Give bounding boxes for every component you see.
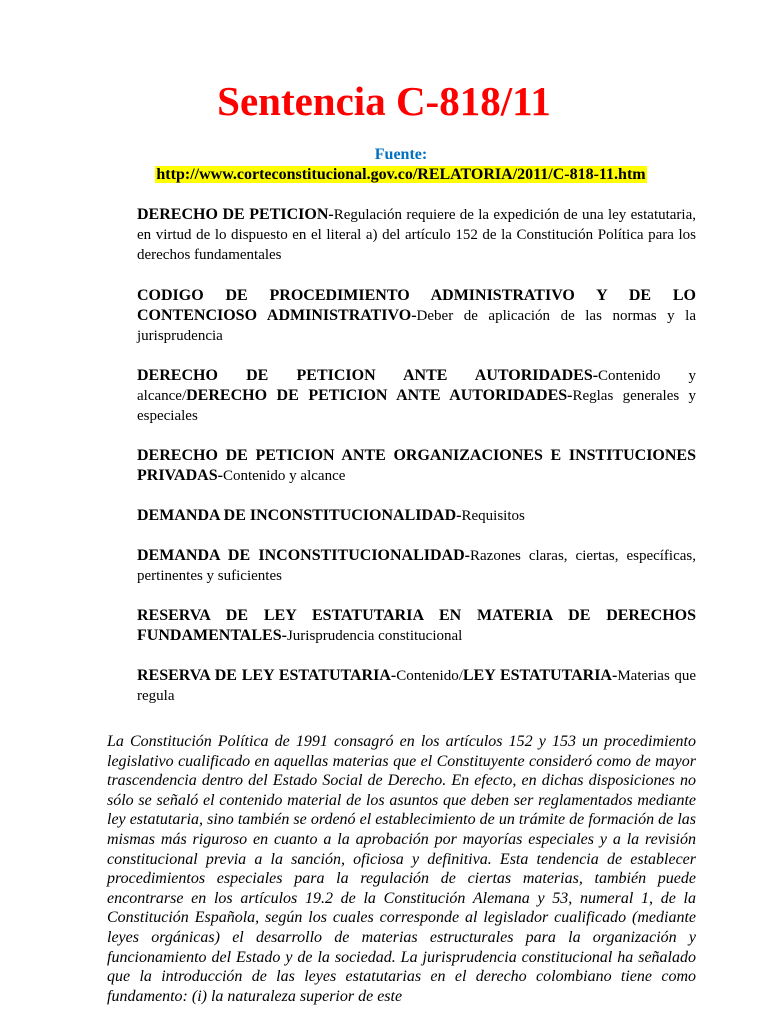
source-label: Fuente:: [374, 146, 428, 163]
descriptor-heading: DEMANDA DE INCONSTITUCIONALIDAD-: [137, 507, 462, 524]
descriptor-item: [137, 606, 696, 646]
descriptor-item: [137, 546, 696, 586]
descriptor-heading: DEMANDA DE INCONSTITUCIONALIDAD-: [137, 547, 470, 564]
descriptor-text: Contenido/: [396, 668, 463, 684]
descriptor-heading: RESERVA DE LEY ESTATUTARIA-: [137, 667, 397, 684]
descriptor-item: [137, 205, 696, 265]
descriptor-text: Contenido y alcance: [222, 468, 346, 484]
descriptor-text-secondary: Reglas generales y especiales: [137, 388, 696, 424]
descriptor-heading-secondary: DERECHO DE PETICION ANTE AUTORIDADES-: [186, 387, 573, 404]
descriptor-item: [137, 446, 696, 486]
descriptor-item: [137, 506, 696, 526]
descriptor-text: Contenido y alcance/: [137, 368, 697, 404]
descriptor-heading-secondary: LEY ESTATUTARIA-: [462, 667, 618, 684]
descriptor-text-secondary: Materias que regula: [137, 668, 697, 704]
descriptor-heading: DERECHO DE PETICION ANTE AUTORIDADES-: [137, 367, 599, 384]
document-title: Sentencia C-818/11: [217, 78, 551, 124]
descriptor-heading: DERECHO DE PETICION ANTE ORGANIZACIONES E INSTITUCIONES PRIVADAS-: [137, 447, 696, 484]
body-paragraph: La Constitución Política de 1991 consagró en los artículos 152 y 153 un procedimiento legislativo cualificado en aquellas materias que el Constituyente consideró como de mayor trascendencia dentro del Estado Social de Derecho. En efecto, en dichas disposiciones no sólo se señaló el contenido material de los asuntos que deben ser reglamentados mediante ley estatutaria, sino también se ordenó el establecimiento de un trámite de formación de las mismas más riguroso en cuanto a la aprobación por mayorías especiales y a la revisión constitucional previa a la sanción, oficiosa y definitiva. Esta tendencia de establecer procedimientos especiales para la regulación de ciertas materias, también puede encontrarse en los artículos 19.2 de la Constitución Alemana y 53, numeral 1, de la Constitución Española, según los cuales corresponde al legislador cualificado (mediante leyes orgánicas) el desarrollo de materias estructurales para la organización y funcionamiento del Estado y de la sociedad. La jurisprudencia constitucional ha señalado que la introducción de las leyes estatutarias en el derecho colombiano tiene como fundamento: (i) la naturaleza superior de este: [107, 733, 696, 1005]
descriptor-item: [137, 366, 696, 426]
descriptor-text: Deber de aplicación de las normas y la jurisprudencia: [137, 308, 696, 344]
descriptor-text: Requisitos: [461, 508, 525, 524]
descriptor-heading: DERECHO DE PETICION-: [137, 206, 334, 223]
source-url-link[interactable]: http://www.corteconstitucional.gov.co/RELATORIA/2011/C-818-11.htm: [156, 166, 646, 183]
descriptor-text: Regulación requiere de la expedición de una ley estatutaria, en virtud de lo dispuesto en el literal a) del artículo 152 de la Constitución Política para los derechos fundamentales: [137, 207, 697, 263]
descriptor-item: [137, 666, 696, 706]
descriptor-text: Jurisprudencia constitucional: [286, 628, 463, 644]
descriptor-heading: RESERVA DE LEY ESTATUTARIA EN MATERIA DE DERECHOS FUNDAMENTALES-: [137, 607, 696, 644]
descriptor-text: Razones claras, ciertas, específicas, pertinentes y suficientes: [137, 548, 696, 584]
source-url-line: [0, 165, 768, 185]
descriptor-list: [137, 205, 696, 706]
descriptor-heading: CODIGO DE PROCEDIMIENTO ADMINISTRATIVO Y DE LO CONTENCIOSO ADMINISTRATIVO-: [137, 287, 696, 324]
descriptor-item: [137, 286, 696, 346]
